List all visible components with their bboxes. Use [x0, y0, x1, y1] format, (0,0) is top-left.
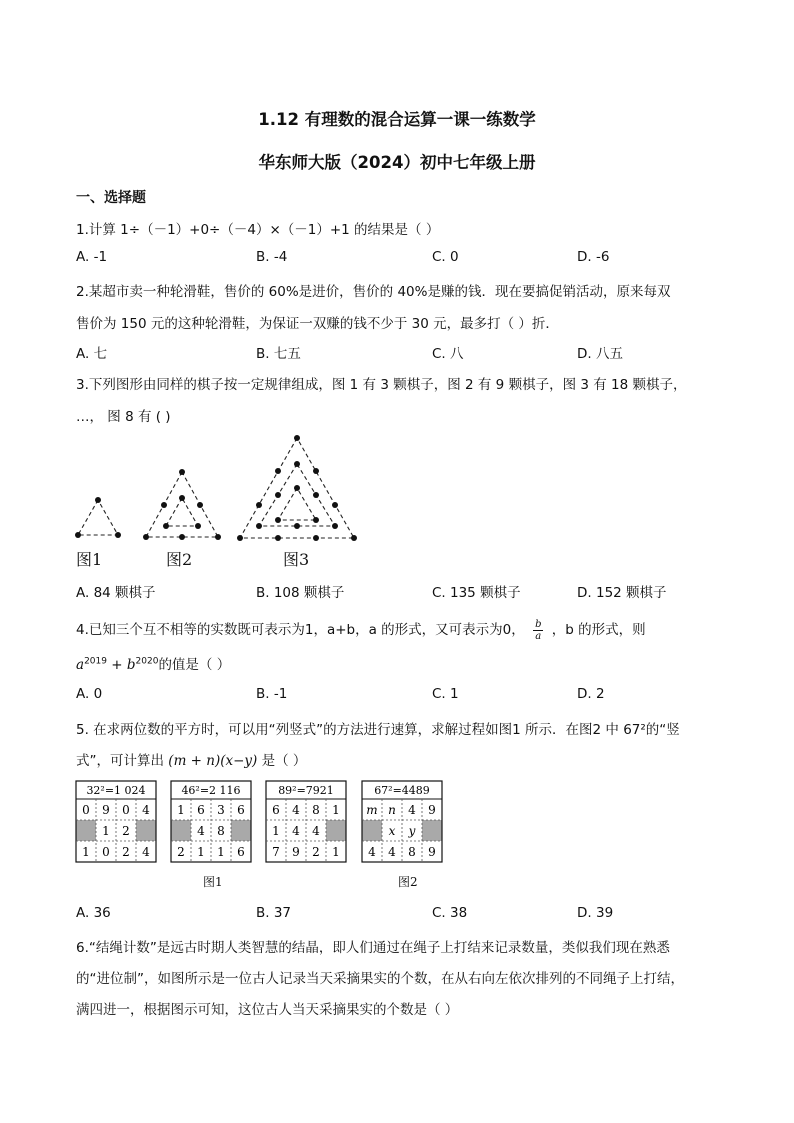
question-4-line1 — [76, 618, 646, 642]
q4-option-a[interactable]: A. 0 — [76, 686, 103, 702]
square-table-1 — [76, 781, 156, 862]
table-cell-1-4: 6 — [237, 803, 245, 817]
table-cell-3-3: 2 — [122, 845, 130, 859]
q3-option-c[interactable]: C. 135 颗棋子 — [432, 585, 521, 601]
table-cell-3-4: 6 — [237, 845, 245, 859]
question-4-line2 — [76, 653, 230, 673]
q5-option-b[interactable]: B. 37 — [256, 905, 292, 921]
q5-option-c[interactable]: C. 38 — [432, 905, 468, 921]
table-cell-2-2: 4 — [292, 824, 300, 838]
q5-fig1-label: 图1 — [203, 875, 223, 889]
table-cell-3-4: 4 — [142, 845, 150, 859]
q4-option-b[interactable]: B. -1 — [256, 686, 288, 702]
q4-exp-a: 2019 — [84, 656, 107, 667]
question-6-line2: 的“进位制”，如图所示是一位古人记录当天采摘果实的个数，在从右向左依次排列的不同绳子上打结， — [76, 971, 684, 987]
shaded-cell — [231, 820, 251, 841]
table-cell-1-4: 1 — [332, 803, 340, 817]
question-3-line2: …， 图 8 有 ( ) — [76, 409, 171, 425]
q4-frac-num: b — [535, 618, 542, 630]
q1-option-c[interactable]: C. 0 — [432, 249, 459, 265]
table-cell-3-1: 1 — [82, 845, 90, 859]
square-table-3 — [266, 781, 346, 862]
table-cell-1-1: 6 — [272, 803, 280, 817]
q2-option-c[interactable]: C. 八 — [432, 346, 464, 362]
square-table-4 — [362, 781, 442, 862]
shaded-cell — [326, 820, 346, 841]
document-title: 1.12 有理数的混合运算一课一练数学 — [258, 110, 536, 129]
q5-option-a[interactable]: A. 36 — [76, 905, 111, 921]
shaded-cell — [136, 820, 156, 841]
q4-tail: 的值是（ ） — [158, 657, 231, 673]
q4-frac-den: a — [535, 630, 542, 642]
table-cell-1-3: 3 — [217, 803, 225, 817]
q5-expression: (m + n)(x−y) — [168, 753, 258, 769]
q4-plus: + — [106, 657, 127, 673]
q4-base-a: a — [76, 657, 85, 673]
question-3-line1: 3.下列图形由同样的棋子按一定规律组成，图 1 有 3 颗棋子，图 2 有 9 颗棋子，图 3 有 18 颗棋子， — [76, 377, 687, 393]
table-cell-3-4: 1 — [332, 845, 340, 859]
q5-fig2-label: 图2 — [398, 875, 418, 889]
q3-fig1-label: 图1 — [76, 550, 103, 569]
section-heading: 一、选择题 — [76, 190, 146, 206]
table-cell-3-2: 0 — [102, 845, 110, 859]
table-cell-3-2: 9 — [292, 845, 300, 859]
q5-text-b: 是（ ） — [261, 753, 307, 769]
table-cell-2-3: 2 — [122, 824, 130, 838]
table-cell-1-4: 4 — [142, 803, 150, 817]
chess-pieces-figure — [70, 430, 370, 570]
table-cell-3-2: 4 — [388, 845, 396, 859]
q4-text-b: ，b 的形式，则 — [551, 622, 646, 638]
table-cell-3-3: 2 — [312, 845, 320, 859]
table-cell-3-1: 4 — [368, 845, 376, 859]
table-cell-3-2: 1 — [197, 845, 205, 859]
table-cell-1-3: 0 — [122, 803, 130, 817]
question-2-line1: 2.某超市卖一种轮滑鞋，售价的 60%是进价，售价的 40%是赚的钱．现在要搞促销活动，原来每双 — [76, 284, 671, 300]
table-header: 89²=7921 — [278, 784, 334, 797]
table-cell-2-2: 4 — [197, 824, 205, 838]
table-cell-2-3: y — [408, 824, 416, 838]
shaded-cell — [422, 820, 442, 841]
q3-fig3-label: 图3 — [283, 550, 310, 569]
q5-option-d[interactable]: D. 39 — [577, 905, 614, 921]
table-cell-1-2: n — [388, 803, 396, 817]
q4-text-a: 4.已知三个互不相等的实数既可表示为1，a+b，a 的形式，又可表示为0， — [76, 622, 525, 638]
table-header: 46²=2 116 — [181, 784, 241, 797]
table-cell-3-1: 7 — [272, 845, 280, 859]
q5-text-a: 式”，可计算出 — [76, 753, 164, 769]
table-cell-3-3: 1 — [217, 845, 225, 859]
table-cell-1-1: 1 — [177, 803, 185, 817]
shaded-cell — [362, 820, 382, 841]
table-cell-2-1: 1 — [272, 824, 280, 838]
q4-option-c[interactable]: C. 1 — [432, 686, 459, 702]
vertical-multiplication-figure — [0, 775, 794, 895]
question-5-line1: 5. 在求两位数的平方时，可以用“列竖式”的方法进行速算，求解过程如图1 所示．在图2 中 67²的“竖 — [76, 722, 680, 738]
table-cell-3-1: 2 — [177, 845, 185, 859]
table-cell-2-2: x — [388, 824, 396, 838]
question-6-line1: 6.“结绳计数”是远古时期人类智慧的结晶，即人们通过在绳子上打结来记录数量，类似我们现在熟悉 — [76, 940, 670, 956]
table-cell-3-3: 8 — [408, 845, 416, 859]
q4-base-b: b — [126, 657, 136, 673]
shaded-cell — [171, 820, 191, 841]
q4-option-d[interactable]: D. 2 — [577, 686, 605, 702]
question-6-line3: 满四进一，根据图示可知，这位古人当天采摘果实的个数是（ ） — [76, 1002, 459, 1018]
table-cell-1-2: 4 — [292, 803, 300, 817]
shaded-cell — [76, 820, 96, 841]
table-cell-2-3: 4 — [312, 824, 320, 838]
q2-option-b[interactable]: B. 七五 — [256, 346, 301, 362]
question-5-line2 — [76, 749, 306, 769]
question-1-text: 1.计算 1÷（－1）+0÷（－4）×（－1）+1 的结果是（ ） — [76, 222, 440, 238]
q3-option-d[interactable]: D. 152 颗棋子 — [577, 585, 667, 601]
question-2-line2: 售价为 150 元的这种轮滑鞋，为保证一双赚的钱不少于 30 元，最多打（ ）折． — [76, 316, 559, 332]
table-header: 32²=1 024 — [86, 784, 146, 797]
table-cell-1-2: 9 — [102, 803, 110, 817]
q1-option-a[interactable]: A. -1 — [76, 249, 108, 265]
table-cell-1-1: 0 — [82, 803, 90, 817]
square-table-2 — [171, 781, 251, 862]
q4-exp-b: 2020 — [135, 656, 159, 667]
table-cell-1-3: 4 — [408, 803, 416, 817]
q4-fraction — [533, 619, 543, 642]
q2-option-d[interactable]: D. 八五 — [577, 346, 623, 362]
table-cell-1-3: 8 — [312, 803, 320, 817]
table-cell-2-2: 1 — [102, 824, 110, 838]
table-cell-2-3: 8 — [217, 824, 225, 838]
q3-fig2-label: 图2 — [166, 550, 193, 569]
q3-option-b[interactable]: B. 108 颗棋子 — [256, 585, 345, 601]
table-cell-1-4: 9 — [428, 803, 436, 817]
table-cell-1-2: 6 — [197, 803, 205, 817]
q1-option-d[interactable]: D. -6 — [577, 249, 610, 265]
document-subtitle: 华东师大版（2024）初中七年级上册 — [258, 153, 536, 172]
q1-option-b[interactable]: B. -4 — [256, 249, 288, 265]
q2-option-a[interactable]: A. 七 — [76, 346, 108, 362]
q3-option-a[interactable]: A. 84 颗棋子 — [76, 585, 156, 601]
table-cell-1-1: m — [366, 803, 378, 817]
table-cell-3-4: 9 — [428, 845, 436, 859]
table-header: 67²=4489 — [374, 784, 430, 797]
